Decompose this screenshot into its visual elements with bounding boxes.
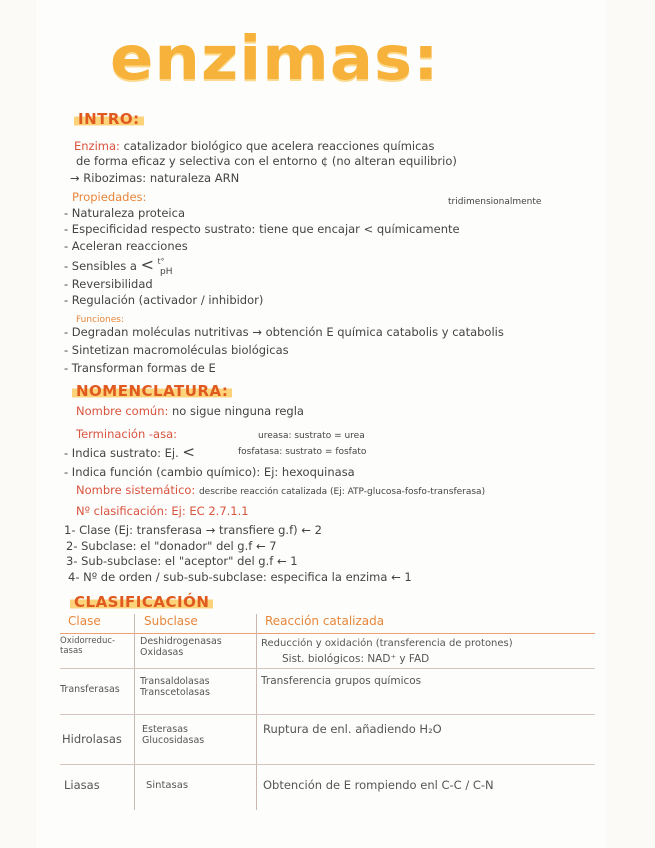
table-cell-reaccion: Reducción y oxidación (transferencia de protones): [261, 638, 513, 649]
table-cell-clase: Oxidorreduc-tasas: [60, 636, 116, 656]
indica-sustrato-line: [64, 443, 195, 461]
tridimensional-note: tridimensionalmente: [448, 197, 542, 207]
fosfatasa-example: fosfatasa: sustrato = fosfato: [238, 447, 367, 457]
table-column-divider: [134, 614, 135, 810]
nomenclatura-heading: NOMENCLATURA:: [72, 382, 232, 400]
quimicamente-note: químicamente: [376, 222, 460, 236]
definition-line-2: de forma eficaz y selectiva con el entorno ¢ (no alteran equilibrio): [76, 154, 457, 168]
nomenclatura-item: 2- Subclase: el "donador" del g.f ← 7: [66, 539, 277, 553]
terminacion-label: Terminación -asa:: [76, 427, 178, 441]
table-cell-clase: Liasas: [64, 778, 100, 792]
funcion-item: - Transforman formas de E: [64, 361, 216, 375]
funciones-label: Funciones:: [76, 315, 125, 325]
funcion-item: - Degradan moléculas nutritivas → obtención E química catabolis y catabolis: [64, 325, 504, 339]
propiedad-item: - Aceleran reacciones: [64, 239, 188, 253]
table-cell-reaccion: Obtención de E rompiendo enl C-C / C-N: [263, 778, 494, 792]
table-row-divider: [60, 764, 595, 765]
nomenclatura-item: 4- Nº de orden / sub-sub-subclase: especifica la enzima ← 1: [68, 570, 412, 584]
table-cell-subclase: Transcetolasas: [140, 687, 210, 698]
nombre-sistematico-line: [76, 484, 485, 499]
table-header-reaccion: Reacción catalizada: [265, 614, 385, 628]
indica-funcion-line: - Indica función (cambio químico): Ej: hexoquinasa: [64, 465, 355, 479]
nombre-comun-label: Nombre común:: [76, 404, 169, 418]
nomenclatura-item: 3- Sub-subclase: el "aceptor" del g.f ← 1: [66, 554, 298, 568]
ureasa-example: ureasa: sustrato = urea: [258, 431, 365, 441]
nomenclatura-item: 1- Clase (Ej: transferasa → transfiere g.f) ← 2: [64, 523, 322, 537]
clasificacion-heading: CLASIFICACIÓN: [70, 593, 213, 611]
page-title: enzimas:: [110, 23, 440, 95]
propiedad-item: - Reversibilidad: [64, 277, 153, 291]
table-cell-reaccion: Transferencia grupos químicos: [261, 675, 422, 687]
less-than-icon: <: [140, 255, 154, 274]
table-header-clase: Clase: [68, 614, 101, 628]
nombre-comun-text: no sigue ninguna regla: [172, 404, 304, 418]
table-cell-subclase: Transaldolasas: [140, 676, 210, 687]
definition-term: Enzima:: [74, 139, 120, 153]
funcion-item: - Sintetizan macromoléculas biológicas: [64, 343, 289, 357]
nombre-sistematico-label: Nombre sistemático:: [76, 483, 196, 497]
table-row-divider: [60, 714, 595, 715]
propiedad-item: - Regulación (activador / inhibidor): [64, 293, 264, 307]
brace-icon: <: [182, 443, 195, 461]
table-column-divider: [256, 614, 257, 810]
propiedad-item: - Naturaleza proteica: [64, 206, 185, 220]
nombre-comun-line: [76, 405, 304, 418]
ribozimas-line: → Ribozimas: naturaleza ARN: [70, 171, 240, 185]
table-cell-subclase: Oxidasas: [140, 647, 184, 658]
table-cell-clase: Hidrolasas: [62, 732, 122, 746]
table-cell-subclase: Sintasas: [146, 780, 189, 791]
clasificacion-numero: Nº clasificación: Ej: EC 2.7.1.1: [76, 504, 249, 518]
sensible-temperatura: t°: [157, 257, 165, 266]
table-row-divider: [60, 668, 595, 669]
indica-sustrato-text: - Indica sustrato: Ej.: [64, 446, 179, 460]
table-header-subclase: Subclase: [144, 614, 198, 628]
brace-icon: <: [363, 222, 374, 236]
definition-line-1: [74, 140, 434, 153]
table-header-divider: [60, 633, 595, 634]
table-cell-clase: Transferasas: [60, 684, 120, 695]
table-cell-subclase: Glucosidasas: [142, 735, 205, 746]
table-cell-nota: Sist. biológicos: NAD⁺ y FAD: [282, 653, 430, 665]
intro-heading: INTRO:: [74, 110, 144, 128]
table-cell-reaccion: Ruptura de enl. añadiendo H₂O: [263, 722, 442, 736]
propiedad-text: - Sensibles a: [64, 259, 137, 273]
table-cell-subclase: Deshidrogenasas: [140, 636, 222, 647]
propiedad-text: - Especificidad respecto sustrato: tiene que encajar: [64, 222, 360, 236]
sensible-ph: pH: [160, 267, 173, 277]
definition-text-1: catalizador biológico que acelera reacciones químicas: [123, 139, 435, 153]
nombre-sistematico-text: describe reacción catalizada (Ej: ATP-glucosa-fosfo-transferasa): [198, 487, 486, 497]
propiedades-label: Propiedades:: [72, 190, 147, 204]
table-cell-subclase: Esterasas: [142, 724, 188, 735]
propiedad-item: [64, 255, 173, 277]
clasificacion-table: [60, 614, 595, 810]
propiedad-item: [64, 223, 460, 236]
